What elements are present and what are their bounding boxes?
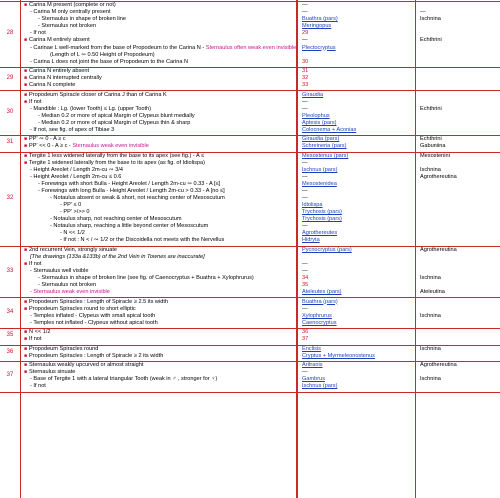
key-line-text: N << 1/2 xyxy=(29,329,51,336)
key-line xyxy=(50,223,208,230)
bullet-icon: ■ xyxy=(24,98,28,105)
key-line-text: - Height Areolet / Length 2m-cu ≤ 0.6 xyxy=(30,173,122,180)
key-line-text: - PP' >/>> 0 xyxy=(60,209,90,216)
key-line-text: - Median 0.2 or more of apical Margin of Clypeus thin & sharp xyxy=(38,119,191,126)
genus-link[interactable]: Pycnocryptus (pars) xyxy=(302,246,352,253)
dash-text: — xyxy=(302,188,308,195)
key-line-text: Tergite 1 widened laterally from the base to its apex (as fig. of Idiolispa) xyxy=(29,159,206,166)
dash-text: — xyxy=(302,268,308,274)
bullet-icon: ■ xyxy=(24,329,28,336)
dash-text: — xyxy=(302,173,308,180)
bullet-icon: ■ xyxy=(24,2,28,9)
tribe-label: Gabuniina xyxy=(420,143,446,150)
key-line-text: - Mandible : Lg. (lower Tooth) ≤ Lg. (upper Tooth) xyxy=(30,105,152,112)
genus-link[interactable]: Schreineria (pars) xyxy=(302,143,347,150)
couplet-link[interactable]: 36 xyxy=(302,329,309,336)
key-line xyxy=(30,376,217,383)
key-line-text: - Notaulus sharp, reaching a little beyond center of Mesoscutum xyxy=(50,223,209,230)
key-line xyxy=(24,143,149,150)
key-line xyxy=(30,106,151,113)
key-line-text: - PP' ≤ 0 xyxy=(60,202,82,209)
key-line xyxy=(30,9,111,16)
genus-link[interactable]: Giraudia (pars) xyxy=(302,136,340,143)
key-line xyxy=(60,230,85,237)
key-line xyxy=(24,2,116,9)
key-line-text: Propodeum Spiracles round xyxy=(29,345,99,352)
key-line xyxy=(60,237,224,244)
tribe-label: Ischnina xyxy=(420,376,441,383)
key-line xyxy=(24,92,167,99)
bullet-icon: ■ xyxy=(24,68,28,75)
genus-link[interactable]: Caenocryptus xyxy=(302,319,337,326)
bullet-icon: ■ xyxy=(24,298,28,305)
key-line-text: Propodeum Spiracles : Length of Spiracle ≥ 2.5 its width xyxy=(29,298,168,305)
key-line xyxy=(30,320,158,327)
key-line xyxy=(24,247,117,254)
couplet-number: 28 xyxy=(6,29,14,36)
key-line-text: - If not xyxy=(30,30,46,37)
tribe-label: Echthrini xyxy=(420,136,442,143)
genus-link[interactable]: Meringopus xyxy=(302,23,332,30)
key-line-text: 2nd recurrent Vein, strongly sinuate xyxy=(29,246,118,253)
key-line-text: Propodeum Spiracle closer of Carina J than of Carina K xyxy=(29,91,167,98)
genus-link[interactable]: Xylophrurus xyxy=(302,312,332,319)
couplet-number: 31 xyxy=(6,139,14,146)
key-line xyxy=(50,52,155,59)
bullet-icon: ■ xyxy=(24,362,28,369)
key-line xyxy=(24,353,163,360)
tribe-label: Ischnina xyxy=(420,312,441,319)
couplet-link[interactable]: 35 xyxy=(302,282,309,289)
dash-text: — xyxy=(302,9,308,16)
dash-text: — xyxy=(302,105,308,112)
key-line xyxy=(30,289,110,296)
dash-text: — xyxy=(302,98,308,105)
tribe-label: Ischnina xyxy=(420,275,441,282)
tribe-label: Ischnina xyxy=(420,345,441,352)
bullet-icon: ■ xyxy=(24,152,28,159)
key-line-text: - Temples not inflated - Clypeus without apical tooth xyxy=(30,319,158,326)
key-line xyxy=(38,181,220,188)
key-line-text: Propodeum Spiracles : Length of Spiracle ≥ 2 its width xyxy=(29,352,164,359)
key-line xyxy=(50,216,182,223)
dash-text: — xyxy=(302,195,308,202)
row-separator xyxy=(0,328,500,329)
key-line xyxy=(24,261,41,268)
key-line-text: - Sternaulus not broken xyxy=(38,282,97,289)
key-line-text: - Sternaulus weak even invisible xyxy=(30,289,110,296)
couplet-number: 29 xyxy=(6,74,14,81)
dash-text: — xyxy=(302,260,308,267)
genus-link[interactable]: Enclisis xyxy=(302,345,321,352)
bullet-icon: ■ xyxy=(24,246,28,253)
couplet-link[interactable]: 32 xyxy=(302,75,309,82)
dash-text: — xyxy=(302,159,308,166)
key-line xyxy=(24,68,89,75)
genus-link[interactable]: Colocnema + Aconias xyxy=(302,126,357,133)
genus-link[interactable]: Plectocryptus xyxy=(302,44,336,51)
genus-link[interactable]: Trychosis (pars) xyxy=(302,216,342,223)
key-line-text: - Sternaulus not broken xyxy=(38,23,97,30)
key-line-text: - Forewings with short Bulla - Height Areolet / Length 2m-cu ∾ 0.33 - A [≤] xyxy=(38,181,221,187)
key-line-text: - Carina L does not joint the base of Propodeum to the Carina N xyxy=(30,58,189,65)
key-line-text: If not xyxy=(29,260,42,267)
bullet-icon: ■ xyxy=(24,345,28,352)
key-line-text: Sternaulus sinuate xyxy=(29,369,76,376)
genus-link[interactable]: Giraudia xyxy=(302,91,324,98)
key-line-text: - Sternaulus well visible xyxy=(30,268,89,274)
dash-text: — xyxy=(302,223,308,230)
tribe-label: Agrothereutina xyxy=(420,246,457,253)
dash-text: — xyxy=(302,2,308,9)
key-line xyxy=(30,268,88,275)
bullet-icon: ■ xyxy=(24,352,28,359)
bullet-icon: ■ xyxy=(24,305,28,312)
key-line-text: Carina N complete xyxy=(29,82,76,89)
tribe-label: Echthrini xyxy=(420,105,442,112)
key-line xyxy=(24,136,66,143)
key-line xyxy=(24,99,41,106)
key-line-text: Carina M present (complete or not) xyxy=(29,2,116,9)
genus-link[interactable]: Aptesis (pars) xyxy=(302,119,337,126)
key-line-text: If not xyxy=(29,98,42,105)
key-line xyxy=(30,313,155,320)
column-divider-middle xyxy=(296,0,298,498)
key-line xyxy=(24,336,41,343)
key-line-text: - Median 0.2 or more of apical Margin of Clypeus blunt medially xyxy=(38,112,195,119)
key-line-text: - Notaulus absent or weak & short, not reaching center of Mesoscutum xyxy=(50,195,225,202)
key-line-text: Carina N interrupted centrally xyxy=(29,75,102,82)
key-line-text: Carina M entirely absent xyxy=(29,37,90,44)
key-line-text: [The drawings (133a &133b) of the 2nd Vein in Townes are inaccurate] xyxy=(30,253,205,260)
genus-link[interactable]: Mesostenidea xyxy=(302,181,337,187)
couplet-link[interactable]: 33 xyxy=(302,82,309,89)
couplet-number: 34 xyxy=(6,308,14,315)
couplet-number: 35 xyxy=(6,332,14,339)
key-line-note: Sternaulus weak even invisible xyxy=(72,143,149,150)
key-line xyxy=(24,369,75,376)
couplet-number: 37 xyxy=(6,372,14,379)
bullet-icon: ■ xyxy=(24,91,28,98)
key-line xyxy=(38,23,96,30)
couplet-link[interactable]: 37 xyxy=(302,336,309,343)
key-line xyxy=(30,167,123,174)
bullet-icon: ■ xyxy=(24,37,28,44)
key-line-text: Propodeum Spiracles round to short elliptic xyxy=(29,305,136,312)
genus-link[interactable]: Ischnus (pars) xyxy=(302,383,338,390)
genus-link[interactable]: Hidryta xyxy=(302,237,320,244)
key-line xyxy=(30,45,296,52)
key-line xyxy=(60,202,81,209)
genus-link[interactable]: Idiolispa xyxy=(302,202,323,209)
bullet-icon: ■ xyxy=(24,136,28,143)
tribe-label: Ateleutina xyxy=(420,289,445,296)
tribe-label: Agrothereutina xyxy=(420,362,457,369)
key-line-text: - If not : N < / ∾ 1/2 or the Discoidella not meets with the Nervellus xyxy=(60,237,225,244)
key-line-text: Carina N entirely absent xyxy=(29,68,90,75)
key-line xyxy=(60,209,90,216)
column-divider-right xyxy=(415,0,416,498)
key-line xyxy=(24,160,205,167)
genus-link[interactable]: Mesostenus (pars) xyxy=(302,152,349,159)
key-line-text: - Carinae L well-marked from the base of Propodeum to the Carina N - xyxy=(30,44,206,51)
genus-link[interactable]: Ateleutes (pars) xyxy=(302,289,342,296)
key-line xyxy=(38,188,225,195)
genus-link[interactable]: Agrothereutes xyxy=(302,230,338,237)
tribe-label: Ischnina xyxy=(420,16,441,23)
couplet-number: 30 xyxy=(6,108,14,115)
key-line xyxy=(30,383,46,390)
couplet-number: 33 xyxy=(6,267,14,274)
key-line-text: PP' ∾ 0 - A ≥ c xyxy=(29,136,66,143)
key-line xyxy=(38,120,190,127)
key-line xyxy=(24,346,98,353)
key-line-text: Sternaulus weakly upcurved or almost straight xyxy=(29,362,144,369)
dash-text: — xyxy=(302,369,308,376)
key-line xyxy=(38,113,195,120)
key-line xyxy=(30,59,188,66)
couplet-link[interactable]: 30 xyxy=(302,58,309,65)
bullet-icon: ■ xyxy=(24,369,28,376)
key-line-text: - Base of Tergite 1 with a lateral triangular Tooth (weak in ♂ , stronger for ♀) xyxy=(30,376,218,383)
tribe-label: Mesostenini xyxy=(420,152,450,159)
key-line xyxy=(24,75,102,82)
key-line xyxy=(30,30,46,37)
key-line-text: - If not xyxy=(30,383,46,390)
key-line-text: - N << 1/2 xyxy=(60,230,85,237)
key-line xyxy=(38,275,254,282)
tribe-label: Ischnina xyxy=(420,166,441,173)
bullet-icon: ■ xyxy=(24,159,28,166)
bullet-icon: ■ xyxy=(24,143,28,150)
genus-link[interactable]: Cryptus + Myrmeleonostenus xyxy=(302,352,375,359)
key-line xyxy=(24,37,90,44)
dash-text: — xyxy=(302,305,308,312)
genus-link[interactable]: Buathra (pars) xyxy=(302,16,338,23)
key-line xyxy=(24,153,204,160)
key-line-text: (Length of L ∾ 0.50 Height of Propodeum) xyxy=(50,51,155,58)
key-line xyxy=(30,127,114,134)
couplet-link[interactable]: 31 xyxy=(302,68,309,75)
key-line-text: PP' << 0 - A ≥ c - xyxy=(29,143,73,150)
key-line xyxy=(24,329,51,336)
genus-link[interactable]: Buathra (pars) xyxy=(302,298,338,305)
dash-text: — xyxy=(302,37,308,44)
key-line xyxy=(24,306,136,313)
key-line-text: - Sternaulus in shape of broken line xyxy=(38,16,127,23)
key-line-text: - Forewings with long Bulla - Height Areolet / Length 2m-cu > 0.33 - A [no ≤] xyxy=(38,188,225,195)
key-line-text: Tergite 1 less widened laterally from the base to its apex (see fig.) - A ≤ xyxy=(29,152,205,159)
bullet-icon: ■ xyxy=(24,260,28,267)
column-divider-left xyxy=(20,0,21,498)
key-line-text: - Notaulus sharp, not reaching center of Mesoscutum xyxy=(50,216,182,223)
tribe-label: — xyxy=(420,9,426,16)
couplet-link[interactable]: 34 xyxy=(302,275,309,282)
key-line-note: Sternaulus often weak even invisible xyxy=(205,44,297,51)
key-line-text: If not xyxy=(29,336,42,343)
couplet-number: 36 xyxy=(6,348,14,355)
genus-link[interactable]: Ischnus (pars) xyxy=(302,166,338,173)
genus-link[interactable]: Gambrus xyxy=(302,376,326,383)
bullet-icon: ■ xyxy=(24,82,28,89)
key-line xyxy=(24,82,75,89)
couplet-number: 32 xyxy=(6,194,14,201)
genus-link[interactable]: Trychosis (pars) xyxy=(302,209,342,216)
key-line-text: - Temples inflated - Clypeus with small apical tooth xyxy=(30,312,156,319)
key-line xyxy=(50,195,225,202)
key-line xyxy=(24,362,143,369)
genus-link[interactable]: Pleolophus xyxy=(302,112,330,119)
key-line-text: - Sternaulus in shape of broken line (see fig. of Caenocryptus + Buathra + Xylophrurus) xyxy=(38,275,254,282)
key-line xyxy=(38,16,126,23)
key-line xyxy=(24,299,168,306)
key-line xyxy=(38,282,96,289)
tribe-label: Echthrini xyxy=(420,37,442,44)
row-separator xyxy=(0,392,500,393)
key-line-text: - If not, see fig. of apex of Tibiae 3 xyxy=(30,126,115,133)
key-line xyxy=(30,254,205,261)
tribe-label: Agrothereutina xyxy=(420,173,457,180)
bullet-icon: ■ xyxy=(24,336,28,343)
key-line-text: - Carina M only centrally present xyxy=(30,9,111,16)
bullet-icon: ■ xyxy=(24,75,28,82)
key-line-text: - Height Areolet / Length 2m-cu ∾ 3/4 xyxy=(30,166,123,173)
genus-link[interactable]: Aritranis xyxy=(302,362,323,369)
key-line xyxy=(30,174,121,181)
couplet-link[interactable]: 29 xyxy=(302,30,309,37)
